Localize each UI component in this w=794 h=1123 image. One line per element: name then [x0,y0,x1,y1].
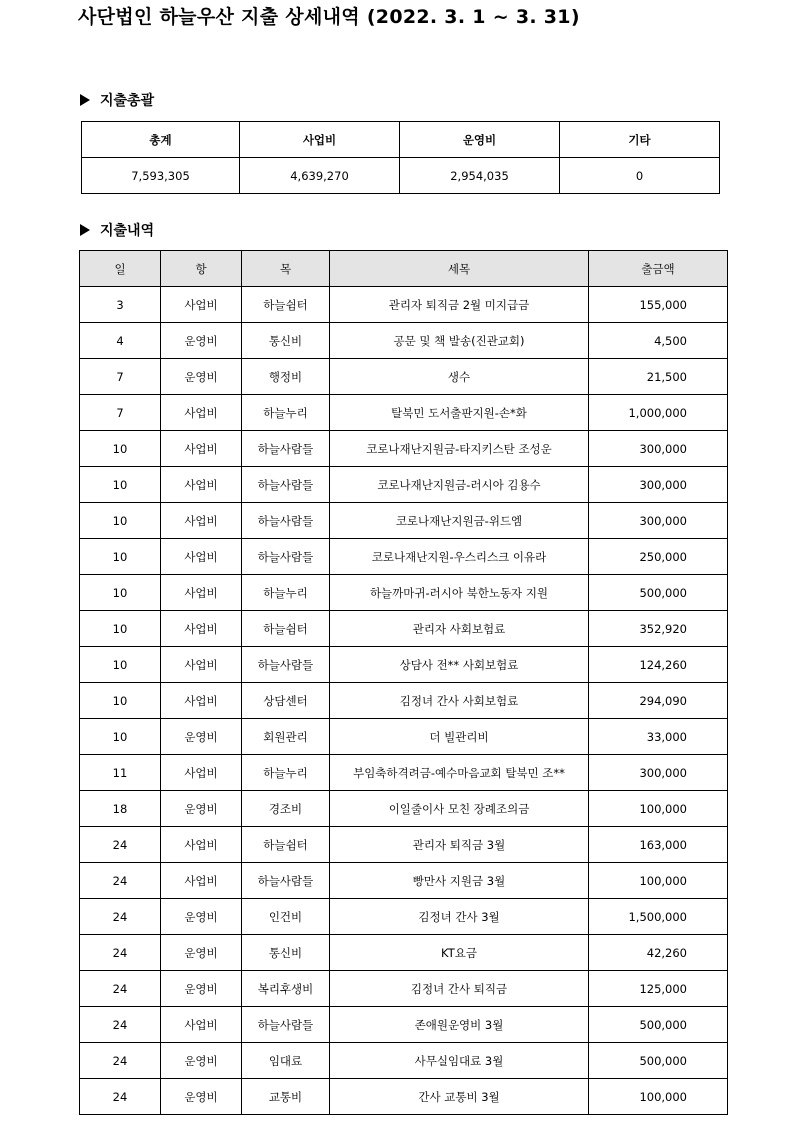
detail-cell-category: 사업비 [161,827,242,863]
detail-cell-item: 회원관리 [242,719,330,755]
detail-cell-description: 상담사 전** 사회보험료 [330,647,589,683]
detail-cell-description: 하늘까마귀-러시아 북한노동자 지원 [330,575,589,611]
detail-cell-description: 코로나재난지원금-타지키스탄 조성운 [330,431,589,467]
detail-cell-description: 빵만사 지원금 3월 [330,863,589,899]
detail-cell-day: 11 [80,755,161,791]
detail-table-body [80,287,728,1115]
detail-cell-amount: 155,000 [589,287,728,323]
detail-cell-description: 관리자 사회보험료 [330,611,589,647]
detail-header-amount: 출금액 [589,251,728,287]
table-row [80,467,728,503]
table-row [80,431,728,467]
detail-cell-amount: 100,000 [589,1079,728,1115]
detail-cell-description: 관리자 퇴직금 3월 [330,827,589,863]
detail-cell-amount: 124,260 [589,647,728,683]
detail-cell-day: 10 [80,431,161,467]
detail-heading-label: 지출내역 [100,223,155,239]
summary-table [81,121,720,194]
detail-cell-category: 운영비 [161,323,242,359]
detail-cell-amount: 250,000 [589,539,728,575]
detail-cell-item: 하늘사람들 [242,467,330,503]
detail-cell-item: 하늘사람들 [242,431,330,467]
detail-cell-amount: 33,000 [589,719,728,755]
detail-cell-item: 통신비 [242,935,330,971]
detail-cell-category: 운영비 [161,791,242,827]
detail-cell-amount: 100,000 [589,863,728,899]
summary-header-project: 사업비 [240,122,400,158]
table-row [80,755,728,791]
table-row [80,791,728,827]
detail-cell-item: 하늘사람들 [242,863,330,899]
detail-cell-category: 운영비 [161,359,242,395]
detail-cell-amount: 500,000 [589,1043,728,1079]
detail-cell-category: 사업비 [161,395,242,431]
detail-cell-day: 10 [80,647,161,683]
detail-cell-day: 7 [80,395,161,431]
summary-header-row [82,122,720,158]
detail-cell-amount: 163,000 [589,827,728,863]
page-title: 사단법인 하늘우산 지출 상세내역 (2022. 3. 1 ~ 3. 31) [78,6,580,28]
detail-cell-category: 사업비 [161,1007,242,1043]
detail-table [79,250,728,1115]
detail-cell-item: 행정비 [242,359,330,395]
detail-cell-description: 존애원운영비 3월 [330,1007,589,1043]
detail-cell-category: 운영비 [161,971,242,1007]
detail-cell-description: 김정녀 간사 퇴직금 [330,971,589,1007]
detail-cell-category: 사업비 [161,683,242,719]
detail-header-item: 목 [242,251,330,287]
detail-cell-day: 24 [80,971,161,1007]
detail-cell-item: 하늘누리 [242,395,330,431]
detail-cell-description: 사무실임대료 3월 [330,1043,589,1079]
detail-cell-amount: 300,000 [589,431,728,467]
detail-cell-item: 하늘사람들 [242,647,330,683]
detail-header-row [80,251,728,287]
detail-cell-item: 하늘쉼터 [242,287,330,323]
table-row [80,575,728,611]
detail-cell-day: 24 [80,863,161,899]
table-row [80,1007,728,1043]
table-row [80,899,728,935]
detail-cell-amount: 21,500 [589,359,728,395]
detail-cell-amount: 1,000,000 [589,395,728,431]
detail-cell-day: 10 [80,503,161,539]
summary-value-project: 4,639,270 [240,158,400,194]
summary-header-other: 기타 [560,122,720,158]
detail-cell-amount: 300,000 [589,467,728,503]
detail-cell-category: 사업비 [161,503,242,539]
detail-cell-day: 10 [80,467,161,503]
detail-cell-day: 24 [80,827,161,863]
detail-cell-day: 24 [80,1043,161,1079]
table-row [80,323,728,359]
detail-cell-description: 코로나재난지원-우스리스크 이유라 [330,539,589,575]
detail-cell-amount: 500,000 [589,1007,728,1043]
detail-cell-description: 생수 [330,359,589,395]
summary-value-total: 7,593,305 [82,158,240,194]
detail-cell-description: 간사 교통비 3월 [330,1079,589,1115]
detail-cell-day: 24 [80,935,161,971]
detail-cell-category: 사업비 [161,287,242,323]
summary-value-operation: 2,954,035 [400,158,560,194]
table-row [80,683,728,719]
detail-cell-amount: 4,500 [589,323,728,359]
detail-cell-category: 운영비 [161,1079,242,1115]
detail-cell-item: 복리후생비 [242,971,330,1007]
detail-cell-amount: 300,000 [589,755,728,791]
detail-cell-amount: 294,090 [589,683,728,719]
summary-section-heading [80,90,154,110]
detail-cell-description: 공문 및 책 발송(진관교회) [330,323,589,359]
table-row [80,827,728,863]
detail-cell-description: KT요금 [330,935,589,971]
table-row [80,359,728,395]
detail-cell-item: 하늘사람들 [242,503,330,539]
detail-cell-item: 하늘쉼터 [242,611,330,647]
table-row [80,719,728,755]
detail-cell-item: 하늘누리 [242,755,330,791]
detail-cell-item: 하늘누리 [242,575,330,611]
detail-cell-item: 경조비 [242,791,330,827]
detail-cell-description: 코로나재난지원금-러시아 김용수 [330,467,589,503]
summary-value-other: 0 [560,158,720,194]
detail-cell-description: 김정녀 간사 3월 [330,899,589,935]
detail-header-description: 세목 [330,251,589,287]
detail-cell-day: 7 [80,359,161,395]
detail-cell-day: 18 [80,791,161,827]
detail-cell-item: 하늘사람들 [242,539,330,575]
detail-header-category: 항 [161,251,242,287]
detail-cell-category: 운영비 [161,719,242,755]
summary-heading-label: 지출총괄 [100,93,155,109]
detail-cell-amount: 125,000 [589,971,728,1007]
detail-cell-category: 사업비 [161,431,242,467]
detail-cell-day: 24 [80,1079,161,1115]
detail-cell-category: 운영비 [161,899,242,935]
detail-cell-amount: 1,500,000 [589,899,728,935]
table-row [80,539,728,575]
detail-section-heading [80,220,154,240]
detail-cell-item: 인건비 [242,899,330,935]
table-row [80,971,728,1007]
detail-cell-category: 사업비 [161,611,242,647]
detail-cell-day: 10 [80,611,161,647]
table-row [80,287,728,323]
detail-cell-description: 이일줄이사 모친 장례조의금 [330,791,589,827]
detail-cell-amount: 500,000 [589,575,728,611]
detail-cell-day: 10 [80,539,161,575]
detail-cell-description: 코로나재난지원금-위드엠 [330,503,589,539]
table-row [80,1043,728,1079]
detail-cell-category: 사업비 [161,755,242,791]
table-row [80,503,728,539]
detail-cell-description: 김정녀 간사 사회보험료 [330,683,589,719]
detail-cell-item: 통신비 [242,323,330,359]
detail-cell-description: 탈북민 도서출판지원-손*화 [330,395,589,431]
detail-cell-item: 하늘사람들 [242,1007,330,1043]
detail-cell-description: 더 빌관리비 [330,719,589,755]
detail-cell-day: 24 [80,1007,161,1043]
table-row [80,395,728,431]
detail-cell-category: 사업비 [161,539,242,575]
detail-cell-category: 사업비 [161,467,242,503]
detail-cell-amount: 352,920 [589,611,728,647]
detail-cell-day: 10 [80,719,161,755]
detail-cell-category: 사업비 [161,647,242,683]
triangle-bullet-icon [80,224,90,236]
summary-header-total: 총계 [82,122,240,158]
triangle-bullet-icon [80,94,90,106]
detail-cell-category: 운영비 [161,1043,242,1079]
detail-cell-amount: 100,000 [589,791,728,827]
detail-cell-description: 관리자 퇴직금 2월 미지급금 [330,287,589,323]
detail-cell-day: 10 [80,683,161,719]
detail-cell-day: 24 [80,899,161,935]
summary-header-operation: 운영비 [400,122,560,158]
summary-value-row [82,158,720,194]
table-row [80,647,728,683]
detail-cell-day: 3 [80,287,161,323]
detail-cell-day: 10 [80,575,161,611]
detail-cell-amount: 300,000 [589,503,728,539]
detail-cell-description: 부임축하격려금-예수마음교회 탈북민 조** [330,755,589,791]
table-row [80,935,728,971]
detail-cell-category: 운영비 [161,935,242,971]
detail-cell-day: 4 [80,323,161,359]
detail-cell-item: 하늘쉼터 [242,827,330,863]
detail-cell-category: 사업비 [161,575,242,611]
table-row [80,1079,728,1115]
detail-cell-item: 임대료 [242,1043,330,1079]
detail-cell-amount: 42,260 [589,935,728,971]
detail-header-day: 일 [80,251,161,287]
detail-cell-item: 상담센터 [242,683,330,719]
detail-cell-item: 교통비 [242,1079,330,1115]
table-row [80,611,728,647]
table-row [80,863,728,899]
detail-cell-category: 사업비 [161,863,242,899]
